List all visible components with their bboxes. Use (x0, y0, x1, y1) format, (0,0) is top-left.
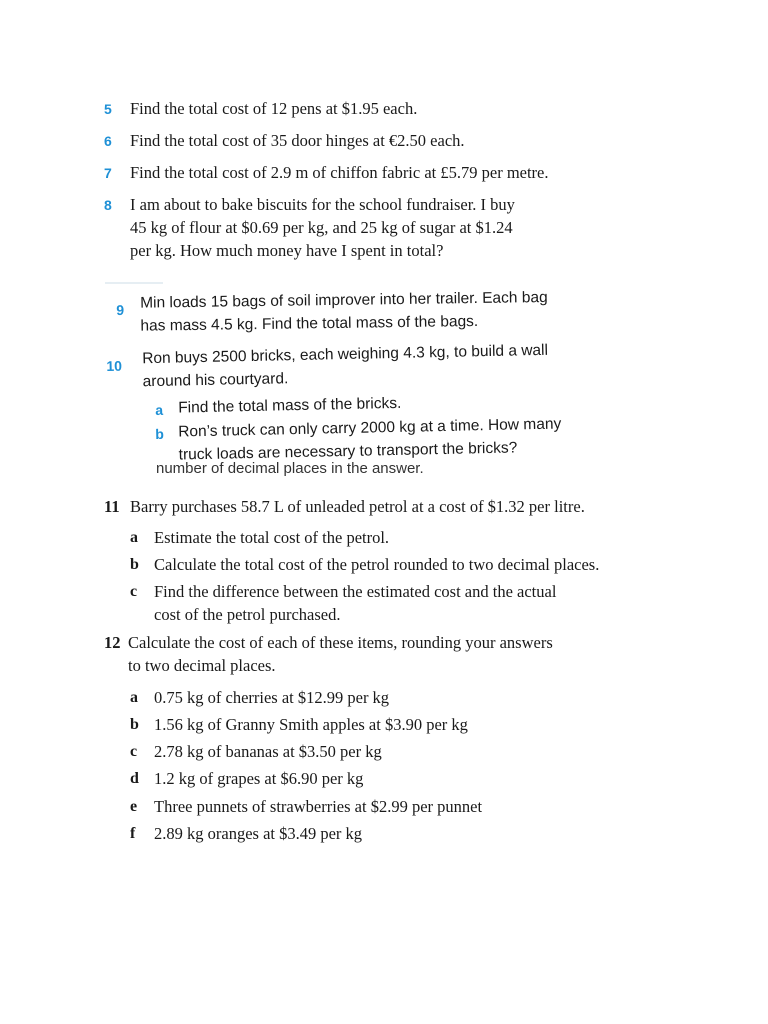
question-text (130, 129, 465, 152)
question-line: to two decimal places. (128, 656, 276, 675)
part-letter: a (155, 401, 164, 418)
question-line: Find the total cost of 2.9 m of chiffon fabric at £5.79 per metre. (130, 163, 549, 182)
question-line: 45 kg of flour at $0.69 per kg, and 25 kg of sugar at $1.24 (130, 218, 513, 237)
part-line: 0.75 kg of cherries at $12.99 per kg (154, 688, 390, 707)
part-letter: b (130, 556, 139, 573)
question-text (140, 286, 548, 338)
part-line: 2.78 kg of bananas at $3.50 per kg (154, 742, 382, 761)
part-text (154, 526, 389, 549)
question-number: 11 (104, 497, 120, 516)
part-text (154, 767, 363, 790)
question-line: has mass 4.5 kg. Find the total mass of the bags. (140, 312, 479, 335)
part-line: Find the total mass of the bricks. (178, 394, 402, 417)
faint-divider (105, 282, 163, 284)
part-letter: e (130, 798, 138, 815)
question-line: I am about to bake biscuits for the school fundraiser. I buy (130, 195, 515, 214)
part-line: Calculate the total cost of the petrol rounded to two decimal places. (154, 555, 600, 574)
question-line: Barry purchases 58.7 L of unleaded petrol at a cost of $1.32 per litre. (130, 497, 585, 516)
question-line: Calculate the cost of each of these items, rounding your answers (128, 633, 553, 652)
question-text (130, 97, 417, 120)
part-text (154, 580, 556, 626)
part-line: truck loads are necessary to transport the bricks? (178, 439, 518, 464)
part-text (178, 392, 402, 420)
part-text (154, 553, 599, 576)
part-line: 1.2 kg of grapes at $6.90 per kg (154, 769, 364, 788)
part-line: 1.56 kg of Granny Smith apples at $3.90 per kg (154, 715, 468, 734)
question-number: 5 (104, 101, 112, 117)
question-text (130, 495, 585, 518)
part-letter: b (130, 716, 139, 733)
question-number: 6 (104, 133, 112, 149)
part-line: 2.89 kg oranges at $3.49 per kg (154, 824, 363, 843)
question-text (130, 193, 515, 262)
part-line: Ron’s truck can only carry 2000 kg at a time. How many (178, 415, 562, 441)
part-letter: a (130, 689, 138, 706)
question-line: Find the total cost of 12 pens at $1.95 each. (130, 99, 418, 118)
question-text (128, 631, 553, 677)
question-line: Min loads 15 bags of soil improver into her trailer. Each bag (140, 288, 548, 312)
part-text (154, 795, 482, 818)
part-letter: c (130, 743, 138, 760)
part-line: cost of the petrol purchased. (154, 605, 341, 624)
question-line: per kg. How much money have I spent in total? (130, 241, 444, 260)
part-text (178, 412, 562, 466)
part-line: Find the difference between the estimated cost and the actual (154, 582, 557, 601)
question-line: around his courtyard. (142, 370, 289, 391)
question-line: Find the total cost of 35 door hinges at €2.50 each. (130, 131, 465, 150)
question-number: 9 (116, 301, 125, 318)
question-text (142, 339, 549, 393)
part-letter: a (130, 529, 138, 546)
clipped-text-fragment: number of decimal places in the answer. (156, 460, 424, 477)
part-letter: d (130, 770, 139, 787)
part-line: Estimate the total cost of the petrol. (154, 528, 390, 547)
part-letter: c (130, 583, 138, 600)
question-line: Ron buys 2500 bricks, each weighing 4.3 kg, to build a wall (142, 341, 549, 368)
part-line: Three punnets of strawberries at $2.99 per punnet (154, 797, 483, 816)
part-text (154, 713, 468, 736)
part-text (154, 686, 389, 709)
part-text (154, 740, 382, 763)
question-number: 10 (106, 357, 123, 374)
question-number: 12 (104, 633, 121, 652)
part-text (154, 822, 362, 845)
question-number: 7 (104, 165, 112, 181)
question-text (130, 161, 549, 184)
question-number: 8 (104, 197, 112, 213)
part-letter: b (155, 425, 165, 442)
part-letter: f (130, 825, 136, 842)
